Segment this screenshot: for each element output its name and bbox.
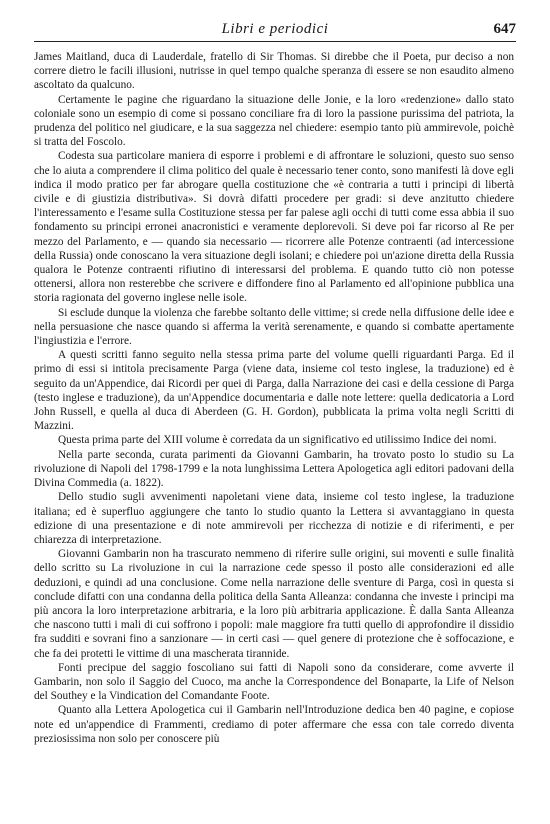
article-body [34,50,514,746]
paragraph: Dello studio sugli avvenimenti napoletani viene data, insieme col testo inglese, la traduzione italiana; ed è superfluo aggiungere che tanto lo studio quanto la Lettera si avvantaggiano in questa edizione di una presentazione e di note ammirevoli per ricchezza di notizie e di riferimenti, e per chiarezza di interpretazione. [34,491,514,546]
page-number: 647 [493,21,516,37]
page-header [34,21,516,42]
paragraph: James Maitland, duca di Lauderdale, fratello di Sir Thomas. Si direbbe che il Poeta, pur deciso a non correre dietro le facili illusioni, nutrisse in quel tempo qualche speranza di essere se non esaudito almeno ascoltato da qualcuno. [34,51,514,92]
paragraph: Questa prima parte del XIII volume è corredata da un significativo ed utilissimo Indice dei nomi. [58,434,497,447]
running-title: Libri e periodici [221,21,329,37]
paragraph: Giovanni Gambarin non ha trascurato nemmeno di riferire sulle origini, sui moventi e sulle finalità dello scritto su La rivoluzione in cui la narrazione cede spesso il posto alle considerazioni ed alle deduzioni, e quindi ad una conclusione. Come nella narrazione delle sventure di Parga, così in questa si conclude difatti con una condanna della politica della Santa Alleanza: condanna che investe i principi ma più ancora la loro interpretazione arbitraria, e la loro più arbitraria applicazione. È dalla Santa Alleanza che nascono tutti i mali di cui soffrono i popoli: male maggiore fra tutti quello di approfondire il dissidio fra sudditi e sovrani fino a sanzionare — in certi casi — quel genere di protezione che è soffocazione, e che fa dei protetti le vittime di una mascherata tirannide. [34,548,514,660]
paragraph: Fonti precipue del saggio foscoliano sui fatti di Napoli sono da considerare, come avverte il Gambarin, non solo il Saggio del Cuoco, ma anche la Correspondence del Bonaparte, la Life of Nelson del Southey e la Vindication del Comandante Foote. [34,661,514,703]
paragraph: Nella parte seconda, curata parimenti da Giovanni Gambarin, ha trovato posto lo studio su La rivoluzione di Napoli del 1798-1799 e la nota lunghissima Lettera Apologetica agli editori padovani della Divina Commedia (a. 1822). [34,448,514,490]
paragraph: Quanto alla Lettera Apologetica cui il Gambarin nell'Introduzione dedica ben 40 pagine, e copiose note ed un'appendice di Frammenti, crediamo di poter affermare che essa con tale corredo diventa preziosissima non solo per conoscere più [34,704,514,745]
paragraph: Si esclude dunque la violenza che farebbe soltanto delle vittime; si crede nella diffusione delle idee e nella persuasione che nasce quando si afferma la verità serenamente, e quando si combatte apertamente l'ingiustizia e l'errore. [34,306,514,348]
paragraph: Certamente le pagine che riguardano la situazione delle Jonie, e la loro «redenzione» dallo stato coloniale sono un esempio di come si possano conciliare fra di loro la passione purissima del patriota, la prudenza del politico nel giudicare, e la sua saggezza nel chiedere: esempio tanto più ammirevole, poichè si tratta del Foscolo. [34,93,514,149]
paragraph: A questi scritti fanno seguito nella stessa prima parte del volume quelli riguardanti Parga. Ed il primo di essi si intitola precisamente Parga (viene data, insieme col testo inglese, la traduzione) ed è seguito da un'Appendice, dai Ricordi per quei di Parga, dalla Narrazione dei casi e della cessione di Parga (testo inglese e traduzione), da un'Appendice documentaria e dalle note lettere: quella dedicatoria a Lord John Russell, e quella al duca di Aberdeen (G. H. Gordon), pubblicata la prima volta negli Scritti di Mazzini. [34,349,514,433]
paragraph: Codesta sua particolare maniera di esporre i problemi e di affrontare le soluzioni, questo suo senso che lo aiuta a comprendere il clima politico del quale è necessario tener conto, sono manifesti là dove egli indica il modo pratico per far abrogare quella costituzione che «è contraria a tutti i principi di libertà civile e di giustizia distributiva». Si dovrà difatti procedere per gradi: si deve anzitutto chiedere l'interessamento e l'esame sulla Costituzione stessa per far palese agli occhi di tutti come essa abbia il suo fondamento su principi erronei anacronistici e veramente deplorevoli. Si deve poi far ricorso al Re per mezzo del Parlamento, e — quando sia necessario — ricorrere alle Potenze contraenti (ad intercessione della Russia) onde conoscano la vera situazione degli isolani; e chiedere poi un'azione diretta della Russia qualora le Potenze contraenti rifiutino di interessarsi del problema. E quando tutto ciò non potesse ottenersi, allora non resterebbe che scrivere e diffondere fino al Parlamento ed all'opinione pubblica una storia ragionata del governo inglese nelle isole. [34,150,514,305]
